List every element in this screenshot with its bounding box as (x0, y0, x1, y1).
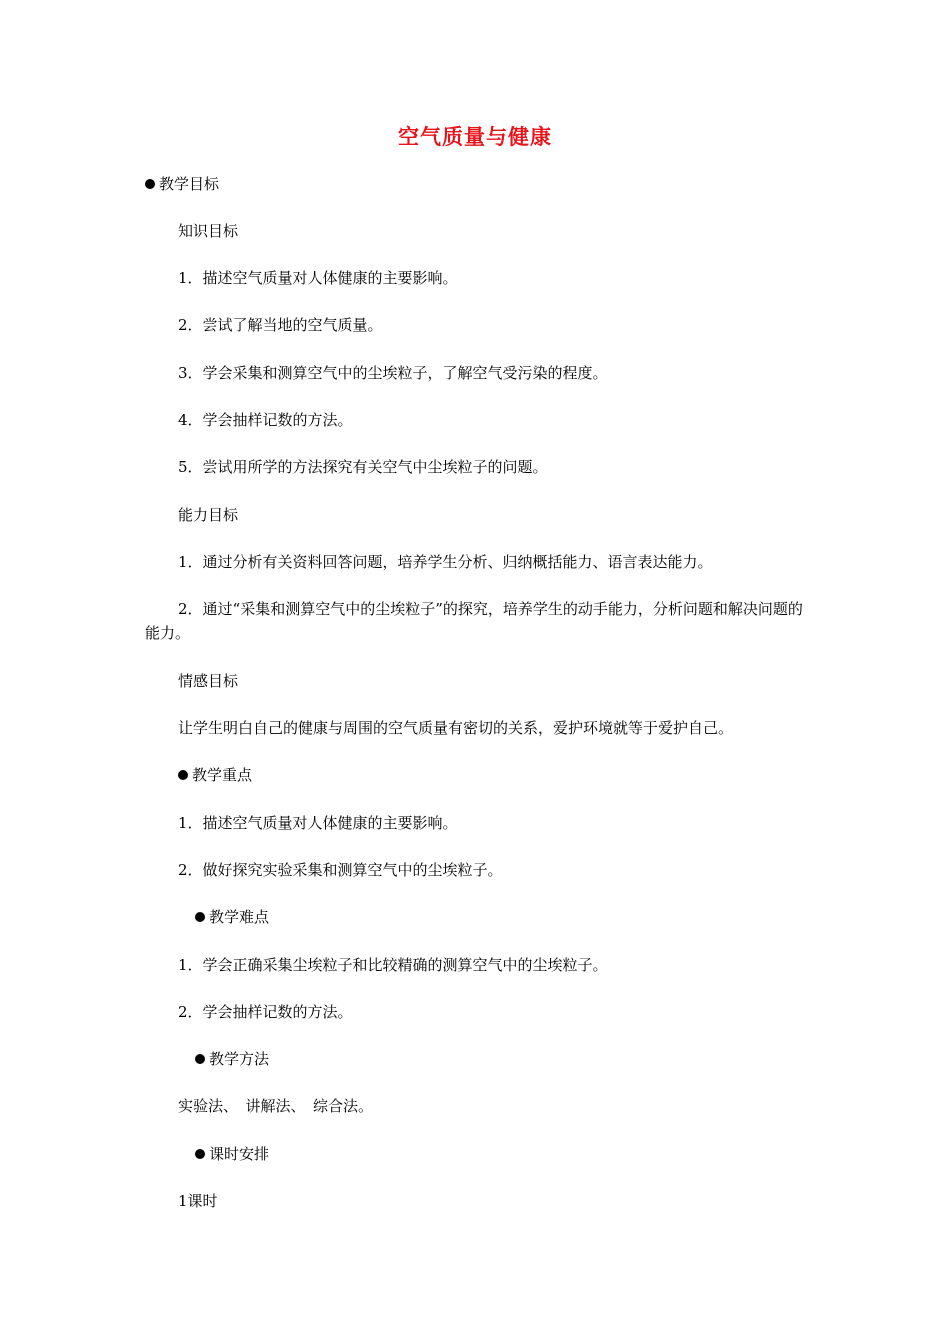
list-item: 1．学会正确采集尘埃粒子和比较精确的测算空气中的尘埃粒子。 (178, 956, 608, 974)
bullet-icon (195, 912, 205, 922)
list-item: 2．做好探究实验采集和测算空气中的尘埃粒子。 (178, 861, 503, 879)
bullet-icon (195, 1149, 205, 1159)
list-item: 3．学会采集和测算空气中的尘埃粒子，了解空气受污染的程度。 (178, 364, 608, 382)
subheading-knowledge-goals: 知识目标 (178, 222, 239, 240)
list-item: 1．描述空气质量对人体健康的主要影响。 (178, 814, 458, 832)
bullet-icon (195, 1054, 205, 1064)
bullet-icon (145, 179, 155, 189)
bullet-icon (178, 770, 188, 780)
paragraph: 实验法、 讲解法、 综合法。 (178, 1097, 374, 1115)
list-item: 1．描述空气质量对人体健康的主要影响。 (178, 269, 458, 287)
section-heading-teaching-goals: 教学目标 (145, 172, 219, 196)
section-heading-schedule: 课时安排 (195, 1142, 269, 1166)
section-heading-teaching-focus: 教学重点 (178, 763, 252, 787)
list-item: 2．尝试了解当地的空气质量。 (178, 316, 383, 334)
list-item: 1．通过分析有关资料回答问题，培养学生分析、归纳概括能力、语言表达能力。 (178, 553, 713, 571)
section-heading-teaching-difficulties: 教学难点 (195, 905, 269, 929)
list-item: 2．通过“采集和测算空气中的尘埃粒子”的探究，培养学生的动手能力，分析问题和解决问题的能力。 (145, 600, 803, 642)
subheading-ability-goals: 能力目标 (178, 506, 239, 524)
paragraph: 1课时 (178, 1192, 218, 1210)
document-title: 空气质量与健康 (398, 125, 552, 149)
paragraph: 让学生明白自己的健康与周围的空气质量有密切的关系，爱护环境就等于爱护自己。 (178, 719, 734, 737)
list-item: 4．学会抽样记数的方法。 (178, 411, 353, 429)
list-item: 2．学会抽样记数的方法。 (178, 1003, 353, 1021)
subheading-emotional-goals: 情感目标 (178, 672, 239, 690)
list-item: 5．尝试用所学的方法探究有关空气中尘埃粒子的问题。 (178, 458, 548, 476)
section-heading-teaching-methods: 教学方法 (195, 1047, 269, 1071)
